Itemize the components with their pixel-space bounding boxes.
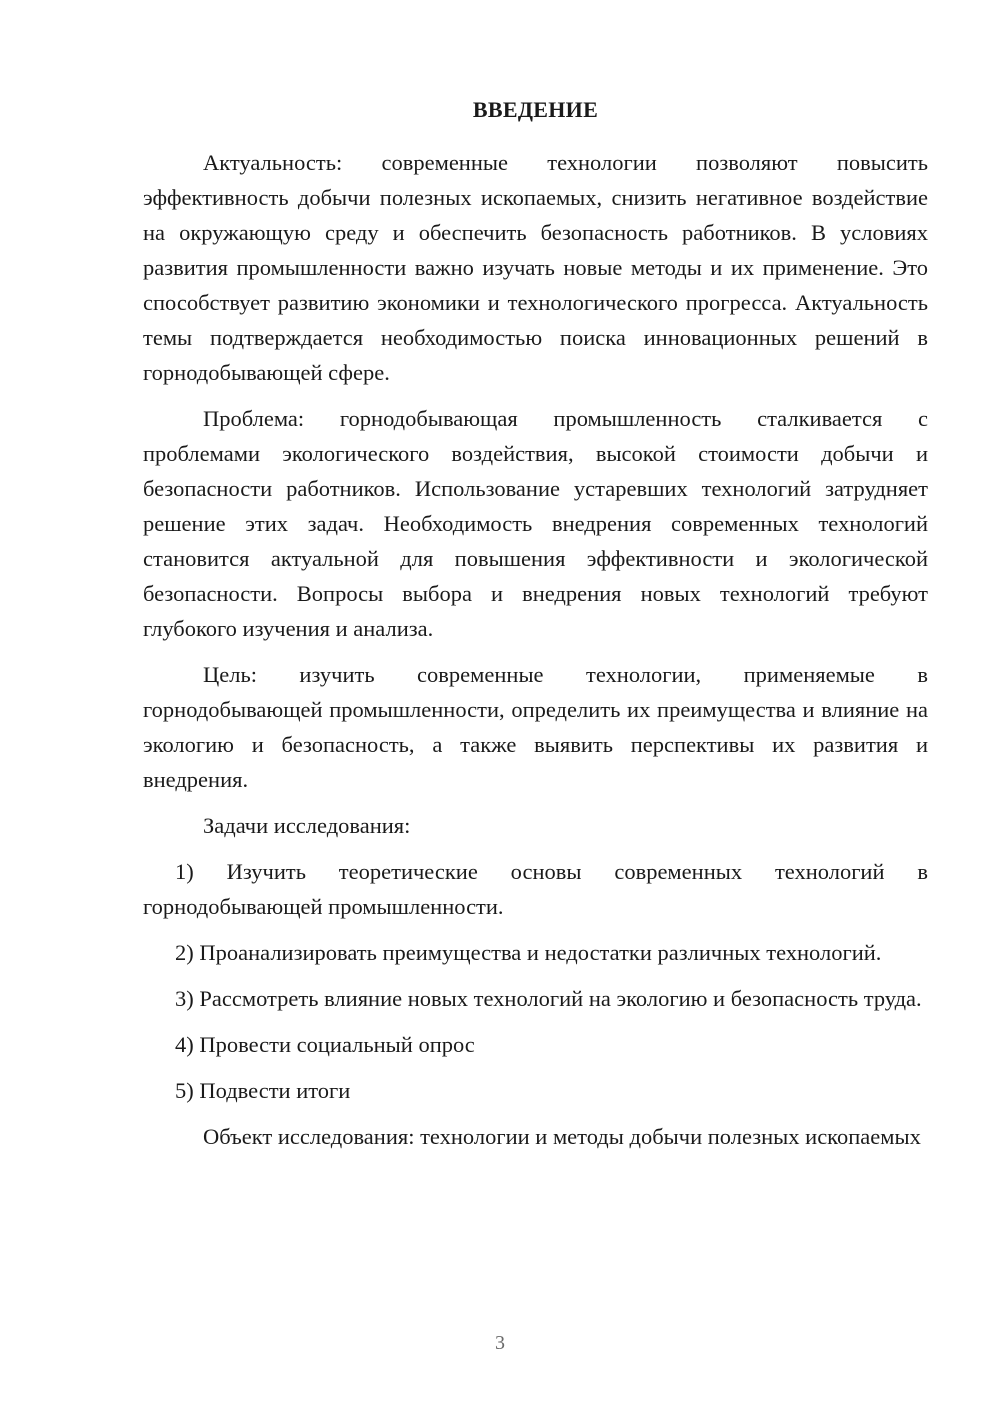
paragraph-goal: Цель: изучить современные технологии, применяемые в горнодобывающей промышленности, определить их преимущества и влияние на экологию и безопасность, а также выявить перспективы их развития и внедрения. [143,662,928,792]
task-item-4: 4) Провести социальный опрос [175,1032,475,1057]
tasks-heading: Задачи исследования: [203,813,411,838]
task-item-1: 1) Изучить теоретические основы современных технологий в горнодобывающей промышленности. [143,859,928,919]
paragraph-object: Объект исследования: технологии и методы добычи полезных ископаемых [203,1124,921,1149]
paragraph-relevance: Актуальность: современные технологии позволяют повысить эффективность добычи полезных ископаемых, снизить негативное воздействие на окружающую среду и обеспечить безопасность работников. В условиях развития промышленности важно изучать новые методы и их применение. Это способствует развитию экономики и технологического прогресса. Актуальность темы подтверждается необходимостью поиска инновационных решений в горнодобывающей сфере. [143,150,928,385]
page-title: ВВЕДЕНИЕ [472,97,599,122]
page-number: 3 [495,1332,505,1354]
task-item-2: 2) Проанализировать преимущества и недостатки различных технологий. [175,940,882,965]
task-item-5: 5) Подвести итоги [175,1078,351,1103]
document-page [143,92,928,1165]
paragraph-problem: Проблема: горнодобывающая промышленность сталкивается с проблемами экологического воздействия, высокой стоимости добычи и безопасности работников. Использование устаревших технологий затрудняет решение этих задач. Необходимость внедрения современных технологий становится актуальной для повышения эффективности и экологической безопасности. Вопросы выбора и внедрения новых технологий требуют глубокого изучения и анализа. [143,406,928,641]
task-item-3: 3) Рассмотреть влияние новых технологий на экологию и безопасность труда. [175,986,922,1011]
